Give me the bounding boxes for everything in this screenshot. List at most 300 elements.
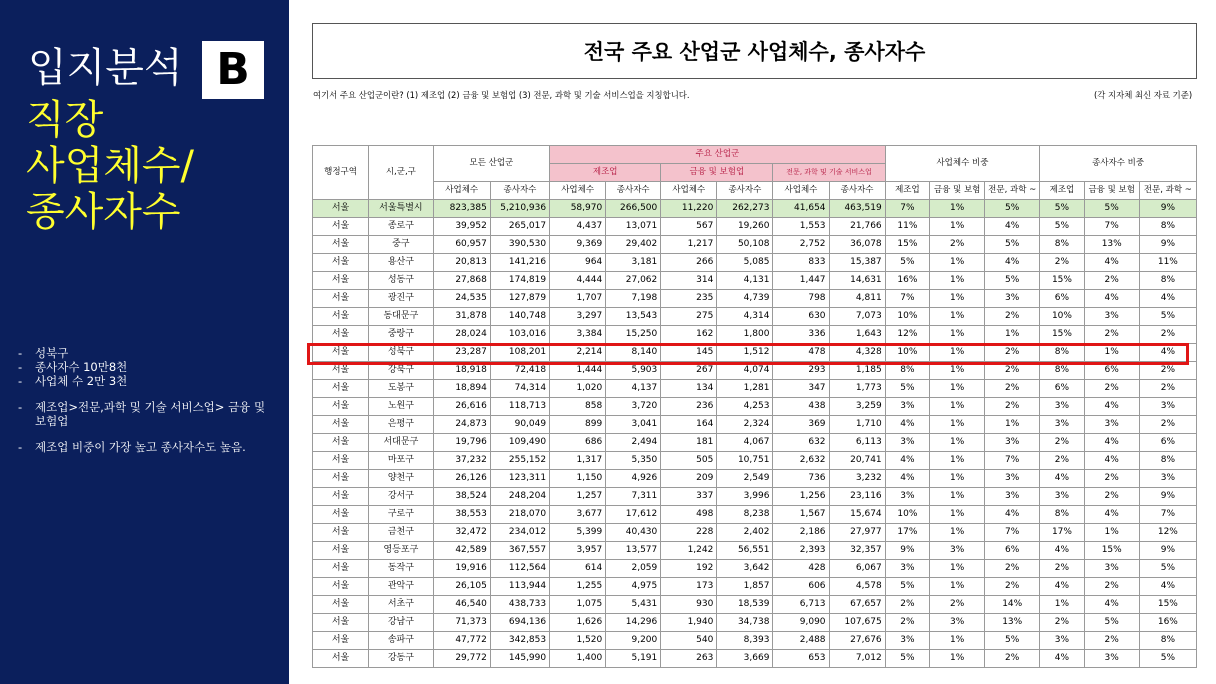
table-cell: 314 xyxy=(661,272,717,290)
table-cell: 15,387 xyxy=(829,254,885,272)
table-cell: 1,020 xyxy=(550,380,606,398)
table-cell: 17% xyxy=(1040,524,1084,542)
table-cell: 2% xyxy=(985,362,1040,380)
table-cell: 103,016 xyxy=(490,326,549,344)
table-cell: 1,185 xyxy=(829,362,885,380)
table-cell: 10% xyxy=(885,344,929,362)
table-cell: 관악구 xyxy=(369,578,434,596)
table-cell: 293 xyxy=(773,362,829,380)
table-cell: 7% xyxy=(885,290,929,308)
table-cell: 2% xyxy=(985,344,1040,362)
table-cell: 428 xyxy=(773,560,829,578)
table-cell: 2% xyxy=(1040,254,1084,272)
table-cell: 27,977 xyxy=(829,524,885,542)
table-cell: 58,970 xyxy=(550,200,606,218)
table-cell: 2,494 xyxy=(606,434,661,452)
table-cell: 267 xyxy=(661,362,717,380)
table-cell: 7% xyxy=(885,200,929,218)
table-cell: 구로구 xyxy=(369,506,434,524)
table-cell: 15% xyxy=(1040,272,1084,290)
table-cell: 8% xyxy=(1040,362,1084,380)
table-cell: 2,214 xyxy=(550,344,606,362)
table-cell: 1% xyxy=(930,470,985,488)
table-cell: 41,654 xyxy=(773,200,829,218)
table-cell: 2% xyxy=(1084,272,1139,290)
table-cell: 1% xyxy=(930,524,985,542)
table-cell: 15% xyxy=(1084,542,1139,560)
table-cell: 4% xyxy=(1084,506,1139,524)
table-row xyxy=(313,470,1197,488)
table-cell: 42,589 xyxy=(433,542,490,560)
table-cell: 강동구 xyxy=(369,650,434,668)
table-cell: 162 xyxy=(661,326,717,344)
table-row-total xyxy=(313,200,1197,218)
table-cell: 2% xyxy=(985,380,1040,398)
table-cell: 606 xyxy=(773,578,829,596)
analysis-notes xyxy=(18,346,270,466)
table-cell: 32,472 xyxy=(433,524,490,542)
header-manufacturing: 제조업 xyxy=(550,164,661,182)
table-row xyxy=(313,290,1197,308)
industry-table xyxy=(312,145,1197,668)
table-cell: 4% xyxy=(1040,542,1084,560)
table-cell: 4% xyxy=(1139,344,1196,362)
note-item: - 성북구 xyxy=(18,346,270,360)
table-cell: 1% xyxy=(1040,596,1084,614)
table-cell: 164 xyxy=(661,416,717,434)
table-cell: 50,108 xyxy=(717,236,773,254)
table-cell: 1% xyxy=(930,632,985,650)
table-cell: 438 xyxy=(773,398,829,416)
table-row xyxy=(313,344,1197,362)
table-cell: 5,191 xyxy=(606,650,661,668)
table-cell: 1,707 xyxy=(550,290,606,308)
table-cell: 3% xyxy=(885,560,929,578)
table-cell: 4,437 xyxy=(550,218,606,236)
table-cell: 6% xyxy=(985,542,1040,560)
table-cell: 10% xyxy=(1040,308,1084,326)
table-cell: 1,281 xyxy=(717,380,773,398)
table-cell: 2,632 xyxy=(773,452,829,470)
table-row xyxy=(313,542,1197,560)
table-cell: 2% xyxy=(1084,488,1139,506)
table-cell: 7,012 xyxy=(829,650,885,668)
table-cell: 2% xyxy=(1139,416,1196,434)
table-cell: 3% xyxy=(985,290,1040,308)
table-cell: 서울 xyxy=(313,542,369,560)
table-cell: 3,677 xyxy=(550,506,606,524)
table-cell: 218,070 xyxy=(490,506,549,524)
table-cell: 강북구 xyxy=(369,362,434,380)
table-cell: 5% xyxy=(985,272,1040,290)
table-cell: 1% xyxy=(930,560,985,578)
note-item: - 종사자수 10만8천 xyxy=(18,360,270,374)
header-ratio-finance: 금융 및 보험 xyxy=(930,182,985,200)
table-cell: 4% xyxy=(1040,578,1084,596)
table-cell: 4% xyxy=(885,416,929,434)
table-cell: 2% xyxy=(1139,380,1196,398)
header-employees: 종사자수 xyxy=(717,182,773,200)
table-cell: 113,944 xyxy=(490,578,549,596)
table-row xyxy=(313,434,1197,452)
table-cell: 27,868 xyxy=(433,272,490,290)
table-cell: 2% xyxy=(930,236,985,254)
header-ratio-manufacturing: 제조업 xyxy=(1040,182,1084,200)
table-cell: 1% xyxy=(930,290,985,308)
table-cell: 13,071 xyxy=(606,218,661,236)
table-cell: 9,369 xyxy=(550,236,606,254)
table-cell: 12% xyxy=(1139,524,1196,542)
table-cell: 4,739 xyxy=(717,290,773,308)
table-cell: 192 xyxy=(661,560,717,578)
table-cell: 108,201 xyxy=(490,344,549,362)
table-cell: 4% xyxy=(1139,578,1196,596)
table-cell: 강서구 xyxy=(369,488,434,506)
table-cell: 686 xyxy=(550,434,606,452)
table-cell: 478 xyxy=(773,344,829,362)
table-cell: 3,297 xyxy=(550,308,606,326)
table-cell: 5,903 xyxy=(606,362,661,380)
table-cell: 9% xyxy=(1139,488,1196,506)
table-cell: 8,140 xyxy=(606,344,661,362)
table-cell: 서울 xyxy=(313,218,369,236)
document-description: 여기서 주요 산업군이란? (1) 제조업 (2) 금융 및 보험업 (3) 전문, 과학 및 기술 서비스업을 지칭합니다. xyxy=(313,90,690,100)
table-cell: 34,738 xyxy=(717,614,773,632)
table-cell: 235 xyxy=(661,290,717,308)
table-cell: 736 xyxy=(773,470,829,488)
table-cell: 동작구 xyxy=(369,560,434,578)
table-cell: 145 xyxy=(661,344,717,362)
table-cell: 13,577 xyxy=(606,542,661,560)
table-cell: 1% xyxy=(930,416,985,434)
table-cell: 5,431 xyxy=(606,596,661,614)
table-cell: 5% xyxy=(1139,308,1196,326)
table-cell: 11,220 xyxy=(661,200,717,218)
table-row xyxy=(313,578,1197,596)
table-row xyxy=(313,272,1197,290)
table-cell: 60,957 xyxy=(433,236,490,254)
table-row xyxy=(313,452,1197,470)
table-cell: 1,857 xyxy=(717,578,773,596)
table-cell: 14,631 xyxy=(829,272,885,290)
table-cell: 174,819 xyxy=(490,272,549,290)
table-cell: 2% xyxy=(1084,326,1139,344)
table-cell: 6% xyxy=(1040,380,1084,398)
header-professional: 전문, 과학 및 기술 서비스업 xyxy=(773,164,885,182)
table-cell: 9% xyxy=(1139,236,1196,254)
table-cell: 9,090 xyxy=(773,614,829,632)
table-cell: 899 xyxy=(550,416,606,434)
table-cell: 67,657 xyxy=(829,596,885,614)
table-cell: 140,748 xyxy=(490,308,549,326)
table-cell: 3,181 xyxy=(606,254,661,272)
table-cell: 630 xyxy=(773,308,829,326)
table-cell: 서울 xyxy=(313,488,369,506)
table-cell: 337 xyxy=(661,488,717,506)
table-cell: 858 xyxy=(550,398,606,416)
table-cell: 3% xyxy=(1084,308,1139,326)
table-cell: 7,311 xyxy=(606,488,661,506)
table-cell: 1,773 xyxy=(829,380,885,398)
table-cell: 4,975 xyxy=(606,578,661,596)
table-cell: 6,067 xyxy=(829,560,885,578)
table-cell: 4,926 xyxy=(606,470,661,488)
table-cell: 109,490 xyxy=(490,434,549,452)
table-cell: 234,012 xyxy=(490,524,549,542)
table-row xyxy=(313,560,1197,578)
table-cell: 서울 xyxy=(313,524,369,542)
table-cell: 38,524 xyxy=(433,488,490,506)
table-cell: 20,741 xyxy=(829,452,885,470)
table-cell: 7% xyxy=(1084,218,1139,236)
table-cell: 1,643 xyxy=(829,326,885,344)
table-cell: 5% xyxy=(885,578,929,596)
table-cell: 1% xyxy=(930,488,985,506)
table-cell: 540 xyxy=(661,632,717,650)
table-cell: 16% xyxy=(885,272,929,290)
section-subtitle xyxy=(26,97,194,235)
table-cell: 3,996 xyxy=(717,488,773,506)
table-row xyxy=(313,362,1197,380)
section-title: 입지분석 xyxy=(28,45,183,91)
table-cell: 7% xyxy=(985,524,1040,542)
table-cell: 134 xyxy=(661,380,717,398)
table-cell: 5% xyxy=(885,380,929,398)
table-cell: 2% xyxy=(985,650,1040,668)
table-cell: 1% xyxy=(930,650,985,668)
table-cell: 1% xyxy=(930,200,985,218)
table-cell: 서울 xyxy=(313,254,369,272)
table-cell: 중랑구 xyxy=(369,326,434,344)
table-cell: 181 xyxy=(661,434,717,452)
table-cell: 서울 xyxy=(313,452,369,470)
table-cell: 1% xyxy=(930,506,985,524)
table-cell: 28,024 xyxy=(433,326,490,344)
table-cell: 4,444 xyxy=(550,272,606,290)
table-cell: 12% xyxy=(885,326,929,344)
table-cell: 1% xyxy=(1084,344,1139,362)
table-cell: 18,918 xyxy=(433,362,490,380)
table-cell: 4,131 xyxy=(717,272,773,290)
table-cell: 3,259 xyxy=(829,398,885,416)
table-cell: 영등포구 xyxy=(369,542,434,560)
table-cell: 5% xyxy=(985,632,1040,650)
table-cell: 567 xyxy=(661,218,717,236)
table-cell: 3,669 xyxy=(717,650,773,668)
table-cell: 3,041 xyxy=(606,416,661,434)
table-row xyxy=(313,326,1197,344)
table-cell: 4% xyxy=(1084,434,1139,452)
table-cell: 127,879 xyxy=(490,290,549,308)
table-cell: 3% xyxy=(1040,398,1084,416)
header-business-ratio: 사업체수 비중 xyxy=(885,146,1040,182)
table-cell: 2% xyxy=(1084,380,1139,398)
table-cell: 2% xyxy=(1084,632,1139,650)
table-cell: 798 xyxy=(773,290,829,308)
table-cell: 1% xyxy=(930,254,985,272)
table-cell: 2% xyxy=(1084,578,1139,596)
table-cell: 3% xyxy=(1139,470,1196,488)
table-cell: 29,402 xyxy=(606,236,661,254)
table-cell: 4% xyxy=(985,218,1040,236)
subtitle-line: 사업체수/ xyxy=(26,143,195,189)
table-cell: 262,273 xyxy=(717,200,773,218)
table-cell: 7% xyxy=(985,452,1040,470)
table-cell: 1% xyxy=(930,578,985,596)
table-cell: 11% xyxy=(1139,254,1196,272)
table-cell: 342,853 xyxy=(490,632,549,650)
table-cell: 1% xyxy=(985,416,1040,434)
subtitle-line: 직장 xyxy=(26,97,104,143)
note-group xyxy=(18,440,270,454)
table-cell: 24,535 xyxy=(433,290,490,308)
table-cell: 3,642 xyxy=(717,560,773,578)
table-cell: 6% xyxy=(1139,434,1196,452)
note-item: - 사업체 수 2만 3천 xyxy=(18,374,270,388)
table-cell: 369 xyxy=(773,416,829,434)
table-cell: 263 xyxy=(661,650,717,668)
table-cell: 173 xyxy=(661,578,717,596)
table-cell: 4% xyxy=(1084,290,1139,308)
table-row xyxy=(313,650,1197,668)
table-cell: 2% xyxy=(1139,326,1196,344)
table-cell: 1% xyxy=(930,362,985,380)
table-cell: 서울 xyxy=(313,380,369,398)
table-cell: 1,317 xyxy=(550,452,606,470)
table-cell: 10,751 xyxy=(717,452,773,470)
table-cell: 3% xyxy=(930,614,985,632)
table-cell: 2% xyxy=(1084,470,1139,488)
header-ratio-manufacturing: 제조업 xyxy=(885,182,929,200)
table-cell: 2,059 xyxy=(606,560,661,578)
table-cell: 90,049 xyxy=(490,416,549,434)
table-cell: 367,557 xyxy=(490,542,549,560)
table-cell: 236 xyxy=(661,398,717,416)
table-cell: 2% xyxy=(985,308,1040,326)
table-cell: 5% xyxy=(1139,650,1196,668)
table-cell: 4% xyxy=(885,452,929,470)
table-cell: 1,567 xyxy=(773,506,829,524)
table-cell: 8% xyxy=(1040,236,1084,254)
header-major-industries: 주요 산업군 xyxy=(550,146,886,164)
table-cell: 서울특별시 xyxy=(369,200,434,218)
table-cell: 1,940 xyxy=(661,614,717,632)
table-cell: 3% xyxy=(1040,488,1084,506)
table-cell: 성북구 xyxy=(369,344,434,362)
table-cell: 438,733 xyxy=(490,596,549,614)
section-badge: B xyxy=(202,41,264,99)
table-cell: 15% xyxy=(1139,596,1196,614)
table-cell: 금천구 xyxy=(369,524,434,542)
table-cell: 5% xyxy=(985,236,1040,254)
table-cell: 145,990 xyxy=(490,650,549,668)
table-cell: 614 xyxy=(550,560,606,578)
table-cell: 336 xyxy=(773,326,829,344)
table-cell: 4% xyxy=(1084,596,1139,614)
table-cell: 23,287 xyxy=(433,344,490,362)
table-cell: 266 xyxy=(661,254,717,272)
table-cell: 2% xyxy=(985,560,1040,578)
header-employees: 종사자수 xyxy=(490,182,549,200)
table-cell: 9% xyxy=(885,542,929,560)
table-cell: 2,324 xyxy=(717,416,773,434)
table-cell: 송파구 xyxy=(369,632,434,650)
note-item: - 제조업>전문,과학 및 기술 서비스업> 금융 및 보험업 xyxy=(18,400,270,428)
table-cell: 46,540 xyxy=(433,596,490,614)
table-cell: 2% xyxy=(1040,614,1084,632)
table-cell: 용산구 xyxy=(369,254,434,272)
table-cell: 1,255 xyxy=(550,578,606,596)
table-cell: 228 xyxy=(661,524,717,542)
table-cell: 5% xyxy=(1084,200,1139,218)
table-cell: 8,238 xyxy=(717,506,773,524)
table-cell: 47,772 xyxy=(433,632,490,650)
table-cell: 4% xyxy=(1084,452,1139,470)
table-cell: 15% xyxy=(885,236,929,254)
table-cell: 3,720 xyxy=(606,398,661,416)
table-cell: 266,500 xyxy=(606,200,661,218)
table-cell: 3% xyxy=(985,434,1040,452)
table-cell: 209 xyxy=(661,470,717,488)
table-cell: 1% xyxy=(985,326,1040,344)
table-cell: 1,444 xyxy=(550,362,606,380)
table-body xyxy=(313,200,1197,668)
table-cell: 3% xyxy=(885,632,929,650)
table-cell: 서울 xyxy=(313,506,369,524)
table-cell: 118,713 xyxy=(490,398,549,416)
table-row xyxy=(313,488,1197,506)
table-cell: 1,257 xyxy=(550,488,606,506)
table-cell: 14,296 xyxy=(606,614,661,632)
table-cell: 16% xyxy=(1139,614,1196,632)
table-cell: 463,519 xyxy=(829,200,885,218)
table-cell: 56,551 xyxy=(717,542,773,560)
table-cell: 2,402 xyxy=(717,524,773,542)
table-cell: 823,385 xyxy=(433,200,490,218)
table-cell: 3% xyxy=(985,488,1040,506)
table-cell: 4,578 xyxy=(829,578,885,596)
table-cell: 11% xyxy=(885,218,929,236)
table-cell: 1,256 xyxy=(773,488,829,506)
table-cell: 1,800 xyxy=(717,326,773,344)
table-cell: 서울 xyxy=(313,596,369,614)
table-row xyxy=(313,398,1197,416)
table-cell: 505 xyxy=(661,452,717,470)
table-row xyxy=(313,632,1197,650)
table-cell: 2,186 xyxy=(773,524,829,542)
table-cell: 2% xyxy=(1040,434,1084,452)
table-cell: 9% xyxy=(1139,200,1196,218)
table-cell: 4% xyxy=(1040,470,1084,488)
table-cell: 141,216 xyxy=(490,254,549,272)
table-cell: 5% xyxy=(1084,614,1139,632)
table-cell: 8% xyxy=(885,362,929,380)
header-finance: 금융 및 보험업 xyxy=(661,164,773,182)
table-cell: 서울 xyxy=(313,362,369,380)
table-cell: 29,772 xyxy=(433,650,490,668)
table-cell: 31,878 xyxy=(433,308,490,326)
table-cell: 3% xyxy=(885,434,929,452)
table-cell: 7,073 xyxy=(829,308,885,326)
table-cell: 8% xyxy=(1139,218,1196,236)
note-group xyxy=(18,400,270,428)
table-cell: 107,675 xyxy=(829,614,885,632)
table-cell: 4% xyxy=(885,470,929,488)
table-cell: 2% xyxy=(930,596,985,614)
table-cell: 275 xyxy=(661,308,717,326)
table-cell: 632 xyxy=(773,434,829,452)
table-cell: 27,062 xyxy=(606,272,661,290)
